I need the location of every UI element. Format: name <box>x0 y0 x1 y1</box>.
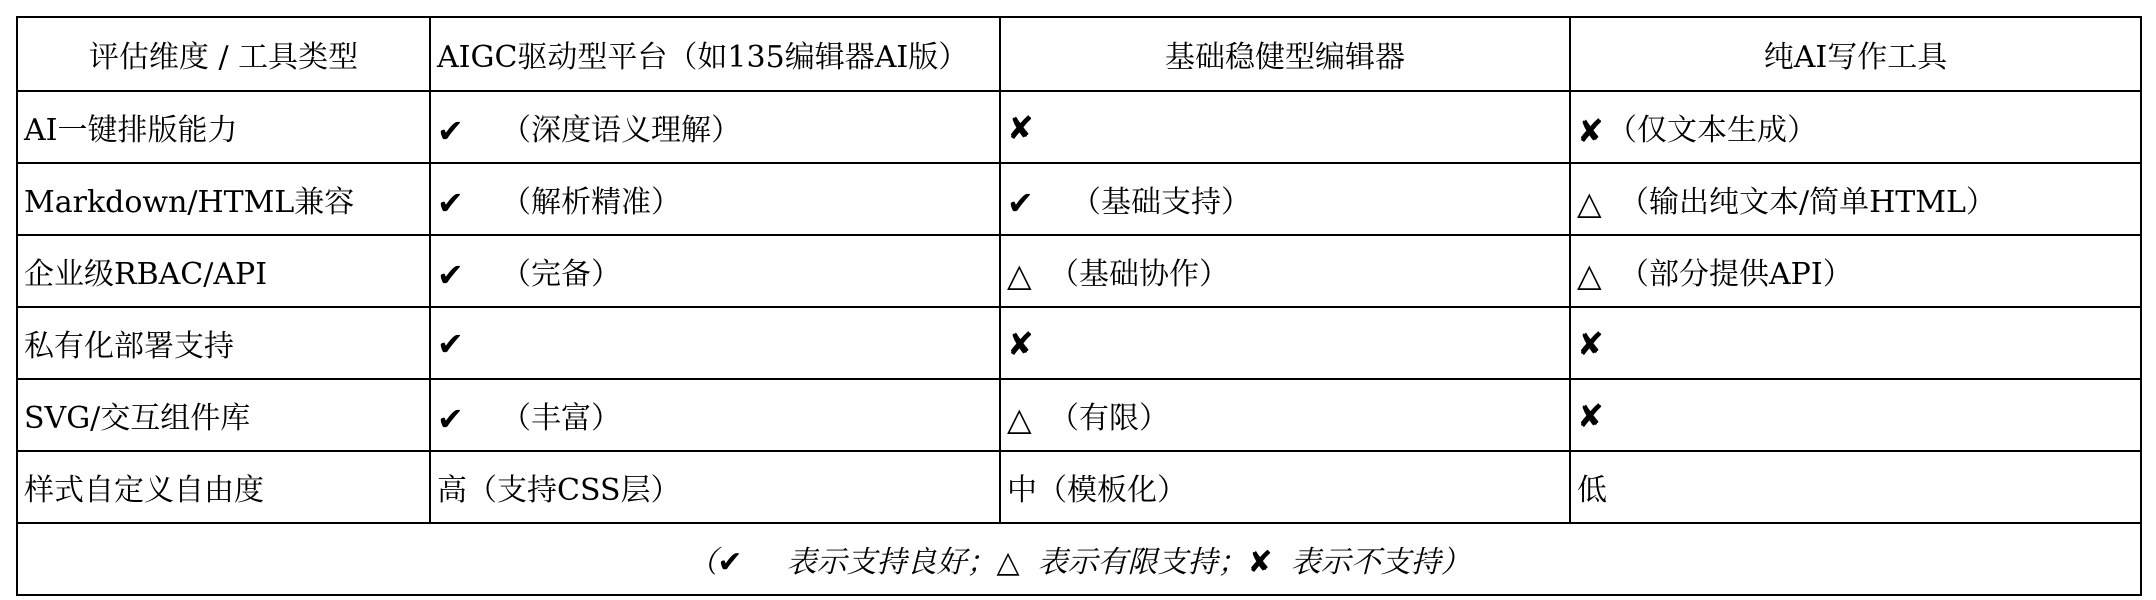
check-icon: ✔ <box>437 400 464 438</box>
cell-note: 中（模板化） <box>1007 473 1187 508</box>
value-cell <box>1570 379 2141 451</box>
triangle-icon: △ <box>1007 400 1032 438</box>
legend-cell <box>17 523 2141 595</box>
cell-note: （有限） <box>1049 401 1169 436</box>
cell-note: （丰富） <box>501 401 621 436</box>
cell-note: （解析精准） <box>501 185 681 220</box>
dimension-cell: SVG/交互组件库 <box>17 379 430 451</box>
legend-open-paren: （ <box>687 545 718 580</box>
value-cell <box>1000 379 1570 451</box>
triangle-icon: △ <box>1577 184 1602 222</box>
header-pure-ai-tool: 纯AI写作工具 <box>1570 17 2141 91</box>
cell-note: （仅文本生成） <box>1607 113 1817 148</box>
cell-note: （部分提供API） <box>1619 257 1853 292</box>
cell-note: （完备） <box>501 257 621 292</box>
legend-row <box>17 523 2141 595</box>
value-cell <box>1000 235 1570 307</box>
value-cell <box>1570 451 2141 523</box>
cell-note: 高（支持CSS层） <box>437 473 681 508</box>
table-row <box>17 235 2141 307</box>
table-row <box>17 379 2141 451</box>
cross-icon: ✘ <box>1247 545 1273 580</box>
legend-text-supported: 表示支持良好； <box>786 545 997 580</box>
dimension-cell: 样式自定义自由度 <box>17 451 430 523</box>
value-cell <box>430 379 1000 451</box>
cell-note: （基础协作） <box>1049 257 1229 292</box>
value-cell <box>430 451 1000 523</box>
header-row <box>17 17 2141 91</box>
value-cell <box>430 91 1000 163</box>
cross-icon: ✘ <box>1577 112 1604 150</box>
header-basic-editor: 基础稳健型编辑器 <box>1000 17 1570 91</box>
value-cell <box>1000 91 1570 163</box>
cross-icon: ✘ <box>1007 108 1034 147</box>
dimension-cell: 私有化部署支持 <box>17 307 430 379</box>
check-icon: ✔ <box>437 256 464 294</box>
cell-note: （深度语义理解） <box>501 113 741 148</box>
value-cell <box>1000 163 1570 235</box>
triangle-icon: △ <box>996 545 1020 580</box>
dimension-cell: AI一键排版能力 <box>17 91 430 163</box>
table-row <box>17 163 2141 235</box>
legend-text-unsupported: 表示不支持 <box>1290 545 1441 580</box>
dimension-cell: 企业级RBAC/API <box>17 235 430 307</box>
check-icon: ✔ <box>437 184 464 222</box>
check-icon: ✔ <box>717 545 743 580</box>
value-cell <box>1000 307 1570 379</box>
value-cell <box>430 163 1000 235</box>
table-row <box>17 91 2141 163</box>
triangle-icon: △ <box>1577 256 1602 294</box>
value-cell <box>1570 163 2141 235</box>
cross-icon: ✘ <box>1577 396 1604 435</box>
value-cell <box>1570 91 2141 163</box>
table-body <box>17 91 2141 523</box>
cell-note: （基础支持） <box>1071 185 1251 220</box>
value-cell <box>1000 451 1570 523</box>
value-cell <box>1570 235 2141 307</box>
cross-icon: ✘ <box>1577 324 1604 363</box>
check-icon: ✔ <box>437 112 464 150</box>
cell-note: 低 <box>1577 473 1607 508</box>
table-row <box>17 451 2141 523</box>
legend-text-limited: 表示有限支持； <box>1037 545 1248 580</box>
value-cell <box>430 307 1000 379</box>
cell-note: （输出纯文本/简单HTML） <box>1619 185 1996 220</box>
header-dimension: 评估维度 / 工具类型 <box>17 17 430 91</box>
triangle-icon: △ <box>1007 256 1032 294</box>
check-icon: ✔ <box>1007 184 1034 222</box>
value-cell <box>430 235 1000 307</box>
check-icon: ✔ <box>437 324 464 363</box>
legend-close-paren: ） <box>1440 545 1471 580</box>
cross-icon: ✘ <box>1007 324 1034 363</box>
header-aigc-platform: AIGC驱动型平台（如135编辑器AI版） <box>430 17 1000 91</box>
comparison-table <box>16 16 2142 596</box>
value-cell <box>1570 307 2141 379</box>
dimension-cell: Markdown/HTML兼容 <box>17 163 430 235</box>
table-row <box>17 307 2141 379</box>
